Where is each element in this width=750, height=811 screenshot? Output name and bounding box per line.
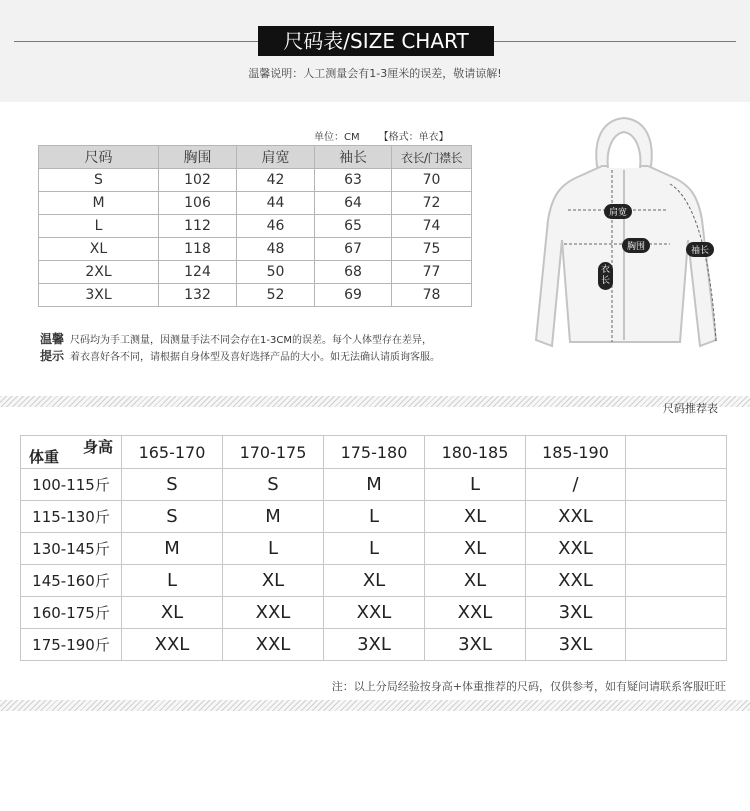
table-cell: 44	[237, 192, 315, 215]
table-row	[39, 215, 472, 238]
table-cell: 118	[159, 238, 237, 261]
size-cell	[626, 469, 727, 501]
size-cell: XL	[223, 565, 324, 597]
table-cell: 124	[159, 261, 237, 284]
recommend-table	[20, 435, 727, 661]
table-row	[21, 501, 727, 533]
table-cell: 72	[392, 192, 472, 215]
height-col: 165-170	[122, 436, 223, 469]
table-cell: 42	[237, 169, 315, 192]
size-cell	[626, 533, 727, 565]
size-cell: L	[324, 501, 425, 533]
size-cell: S	[122, 501, 223, 533]
size-cell: 3XL	[425, 629, 526, 661]
tip-line-2	[40, 347, 440, 364]
table-cell: M	[39, 192, 159, 215]
table-row	[39, 261, 472, 284]
size-cell: XL	[122, 597, 223, 629]
size-cell: L	[425, 469, 526, 501]
size-cell: XXL	[223, 597, 324, 629]
table-cell: 50	[237, 261, 315, 284]
height-col: 180-185	[425, 436, 526, 469]
table-cell: 74	[392, 215, 472, 238]
label-chest: 胸围	[622, 238, 650, 253]
size-cell: XXL	[526, 501, 626, 533]
size-cell: XL	[425, 501, 526, 533]
height-col: 175-180	[324, 436, 425, 469]
size-cell	[626, 629, 727, 661]
table-cell: S	[39, 169, 159, 192]
size-cell: XL	[324, 565, 425, 597]
col-header: 胸围	[159, 146, 237, 169]
table-cell: 2XL	[39, 261, 159, 284]
tip-text: 着衣喜好各不同，请根据自身体型及喜好选择产品的大小。如无法确认请质询客服。	[70, 352, 441, 363]
recommend-title: 尺码推荐表	[663, 402, 718, 415]
size-cell: M	[324, 469, 425, 501]
size-cell: XXL	[122, 629, 223, 661]
col-header: 袖长	[315, 146, 392, 169]
table-row	[21, 469, 727, 501]
col-header: 肩宽	[237, 146, 315, 169]
tip-line-1	[40, 330, 432, 347]
tip-label: 温馨	[40, 332, 65, 346]
table-row	[39, 238, 472, 261]
col-header: 衣长/门襟长	[392, 146, 472, 169]
size-cell	[626, 597, 727, 629]
page-title: 尺码表/SIZE CHART	[258, 26, 494, 56]
table-cell: 102	[159, 169, 237, 192]
table-cell: 63	[315, 169, 392, 192]
jacket-diagram	[520, 110, 748, 360]
size-cell: XXL	[324, 597, 425, 629]
size-cell: XL	[425, 533, 526, 565]
height-col: 185-190	[526, 436, 626, 469]
label-shoulder: 肩宽	[604, 204, 632, 219]
table-cell: 68	[315, 261, 392, 284]
table-cell: L	[39, 215, 159, 238]
recommend-header	[21, 436, 727, 469]
table-row	[21, 597, 727, 629]
col-header: 尺码	[39, 146, 159, 169]
size-cell: 3XL	[526, 597, 626, 629]
size-cell: XXL	[425, 597, 526, 629]
weight-cell: 160-175斤	[21, 597, 122, 629]
stripe-divider-bottom	[0, 700, 750, 711]
table-cell: 77	[392, 261, 472, 284]
table-cell: 48	[237, 238, 315, 261]
size-cell: XXL	[526, 533, 626, 565]
table-cell: 52	[237, 284, 315, 307]
table-cell: 3XL	[39, 284, 159, 307]
weight-cell: 175-190斤	[21, 629, 122, 661]
jacket-outline-icon	[520, 110, 748, 360]
size-cell: XL	[425, 565, 526, 597]
size-cell	[626, 501, 727, 533]
table-row	[21, 533, 727, 565]
size-cell: S	[223, 469, 324, 501]
size-cell: 3XL	[526, 629, 626, 661]
unit-line: 单位：CM 【格式：单衣】	[314, 132, 449, 143]
weight-cell: 115-130斤	[21, 501, 122, 533]
size-cell: M	[223, 501, 324, 533]
size-cell: L	[122, 565, 223, 597]
table-cell: 46	[237, 215, 315, 238]
weight-cell: 100-115斤	[21, 469, 122, 501]
label-sleeve: 袖长	[686, 242, 714, 257]
size-cell: S	[122, 469, 223, 501]
size-cell: 3XL	[324, 629, 425, 661]
table-cell: 112	[159, 215, 237, 238]
recommend-footnote: 注：以上分局经验按身高+体重推荐的尺码，仅供参考，如有疑问请联系客服旺旺	[331, 680, 726, 693]
size-cell: /	[526, 469, 626, 501]
table-row	[21, 629, 727, 661]
table-cell: XL	[39, 238, 159, 261]
table-cell: 106	[159, 192, 237, 215]
table-cell: 64	[315, 192, 392, 215]
table-cell: 78	[392, 284, 472, 307]
size-chart-table	[38, 145, 472, 307]
size-cell: XXL	[223, 629, 324, 661]
table-row	[21, 565, 727, 597]
table-cell: 70	[392, 169, 472, 192]
tip-text: 尺码均为手工测量，因测量手法不同会存在1-3CM的误差。每个人体型存在差异，	[70, 335, 432, 346]
table-cell: 65	[315, 215, 392, 238]
corner-cell	[21, 436, 122, 469]
weight-cell: 130-145斤	[21, 533, 122, 565]
weight-cell: 145-160斤	[21, 565, 122, 597]
size-cell: XXL	[526, 565, 626, 597]
size-cell: L	[223, 533, 324, 565]
measurement-note: 温馨说明：人工测量会有1-3厘米的误差，敬请谅解!	[248, 67, 502, 80]
table-row	[39, 169, 472, 192]
stripe-divider	[0, 396, 750, 407]
size-cell: L	[324, 533, 425, 565]
height-col	[626, 436, 727, 469]
table-cell: 67	[315, 238, 392, 261]
size-table-header	[39, 146, 472, 169]
height-col: 170-175	[223, 436, 324, 469]
table-cell: 75	[392, 238, 472, 261]
table-row	[39, 284, 472, 307]
table-cell: 69	[315, 284, 392, 307]
label-length: 衣 长	[598, 262, 613, 290]
corner-height: 身高	[82, 438, 113, 456]
tip-label: 提示	[40, 349, 65, 363]
corner-weight: 体重	[29, 448, 60, 466]
table-cell: 132	[159, 284, 237, 307]
size-cell	[626, 565, 727, 597]
size-cell: M	[122, 533, 223, 565]
table-row	[39, 192, 472, 215]
